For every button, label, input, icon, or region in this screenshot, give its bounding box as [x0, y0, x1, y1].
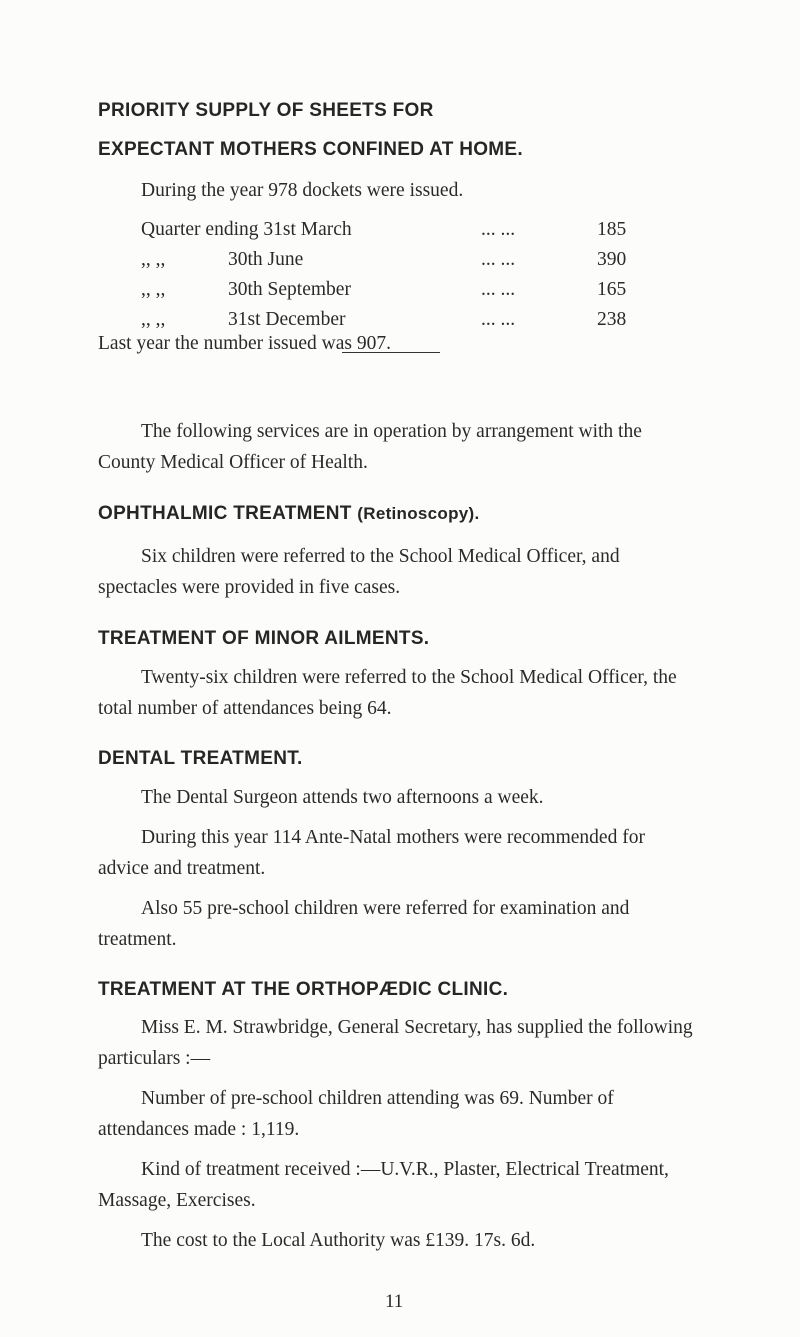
ditto-marks: ,, ,, — [141, 309, 166, 330]
minor-ailments-paragraph: Twenty-six children were referred to the School Medical Officer, the total number of attendances being 64. — [98, 667, 677, 719]
leader-dots: ... ... — [481, 279, 516, 300]
dental-paragraph-2: During this year 114 Ante-Natal mothers were recommended for advice and treatment. — [98, 827, 645, 879]
minor-ailments-heading: TREATMENT OF MINOR AILMENTS. — [98, 628, 430, 649]
ophthalmic-heading — [98, 503, 480, 525]
dental-paragraph-1: The Dental Surgeon attends two afternoons a week. — [141, 787, 544, 808]
orthopaedic-paragraph-3: Kind of treatment received :—U.V.R., Plaster, Electrical Treatment, Massage, Exercises. — [98, 1159, 669, 1211]
orthopaedic-heading: TREATMENT AT THE ORTHOPÆDIC CLINIC. — [98, 979, 509, 1000]
intro-text: During the year 978 dockets were issued. — [141, 180, 464, 201]
last-year-text: Last year the number issued was 907. — [98, 333, 391, 354]
services-paragraph: The following services are in operation by arrangement with the County Medical Officer of Health. — [98, 421, 642, 473]
leader-dots: ... ... — [481, 249, 516, 270]
ophthalmic-heading-text: OPHTHALMIC TREATMENT — [98, 503, 352, 524]
quarter-value: 185 — [597, 219, 627, 240]
quarter-value: 238 — [597, 309, 627, 330]
quarter-value: 390 — [597, 249, 627, 270]
quarter-label: Quarter ending 31st March — [141, 219, 352, 240]
orthopaedic-paragraph-1: Miss E. M. Strawbridge, General Secretary, has supplied the following particulars :— — [98, 1017, 693, 1069]
ophthalmic-paragraph: Six children were referred to the School Medical Officer, and spectacles were provided in five cases. — [98, 546, 620, 598]
section-title-line-1: PRIORITY SUPPLY OF SHEETS FOR — [98, 100, 434, 121]
quarter-label: 30th June — [228, 249, 304, 270]
quarter-label: 31st December — [228, 309, 346, 330]
ditto-marks: ,, ,, — [141, 279, 166, 300]
ditto-marks: ,, ,, — [141, 249, 166, 270]
page-number: 11 — [385, 1291, 404, 1312]
leader-dots: ... ... — [481, 219, 516, 240]
dental-heading: DENTAL TREATMENT. — [98, 748, 303, 769]
quarter-label: 30th September — [228, 279, 351, 300]
ophthalmic-heading-subtitle: (Retinoscopy). — [357, 504, 480, 523]
divider — [342, 352, 440, 353]
orthopaedic-paragraph-4: The cost to the Local Authority was £139. 17s. 6d. — [141, 1230, 536, 1251]
section-title-line-2: EXPECTANT MOTHERS CONFINED AT HOME. — [98, 139, 523, 160]
orthopaedic-paragraph-2: Number of pre-school children attending was 69. Number of attendances made : 1,119. — [98, 1088, 614, 1140]
leader-dots: ... ... — [481, 309, 516, 330]
dental-paragraph-3: Also 55 pre-school children were referred for examination and treatment. — [98, 898, 630, 950]
quarter-value: 165 — [597, 279, 627, 300]
